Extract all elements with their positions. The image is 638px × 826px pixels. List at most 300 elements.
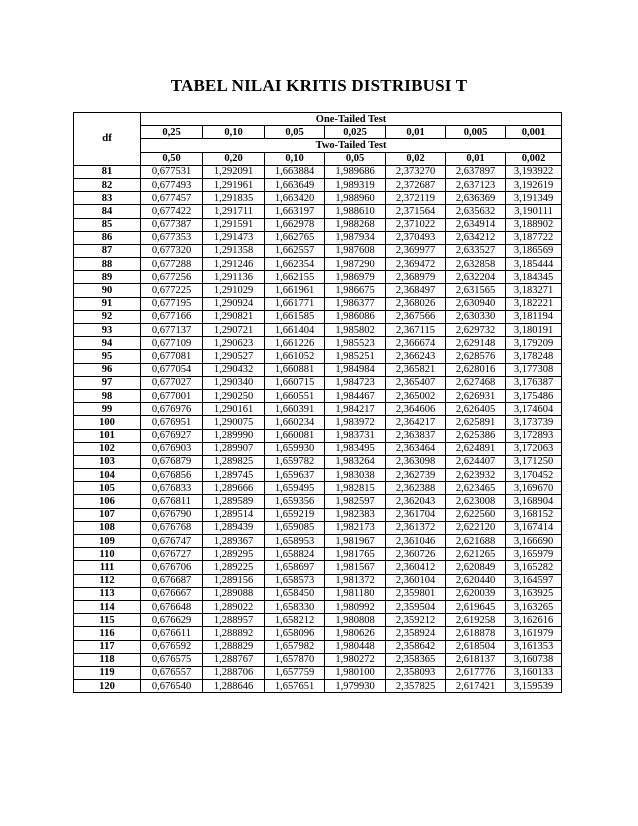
critical-value-cell: 1,289589 <box>203 495 265 508</box>
table-row <box>74 284 562 297</box>
critical-value-cell: 2,631565 <box>446 284 506 297</box>
critical-value-cell: 1,289825 <box>203 455 265 468</box>
critical-value-cell: 0,677195 <box>141 297 203 310</box>
table-row <box>74 680 562 693</box>
table-row <box>74 416 562 429</box>
table-row <box>74 627 562 640</box>
critical-value-cell: 3,163925 <box>506 587 562 600</box>
critical-value-cell: 0,677353 <box>141 231 203 244</box>
table-row <box>74 297 562 310</box>
critical-value-cell: 2,620440 <box>446 574 506 587</box>
critical-value-cell: 2,632858 <box>446 258 506 271</box>
critical-value-cell: 0,677493 <box>141 178 203 191</box>
critical-value-cell: 1,663197 <box>265 205 325 218</box>
critical-value-cell: 1,288767 <box>203 653 265 666</box>
df-cell: 82 <box>74 178 141 191</box>
critical-value-cell: 1,658573 <box>265 574 325 587</box>
critical-value-cell: 0,677387 <box>141 218 203 231</box>
critical-value-cell: 1,661585 <box>265 310 325 323</box>
critical-value-cell: 3,192619 <box>506 178 562 191</box>
critical-value-cell: 1,984217 <box>325 403 386 416</box>
critical-value-cell: 1,291358 <box>203 244 265 257</box>
critical-value-cell: 1,290623 <box>203 337 265 350</box>
critical-value-cell: 3,184345 <box>506 271 562 284</box>
critical-value-cell: 1,986979 <box>325 271 386 284</box>
critical-value-cell: 1,289225 <box>203 561 265 574</box>
critical-value-cell: 1,659356 <box>265 495 325 508</box>
critical-value-cell: 1,661226 <box>265 337 325 350</box>
critical-value-cell: 1,663420 <box>265 192 325 205</box>
critical-value-cell: 1,658450 <box>265 587 325 600</box>
df-cell: 86 <box>74 231 141 244</box>
critical-value-cell: 3,191349 <box>506 192 562 205</box>
critical-value-cell: 2,361704 <box>386 508 446 521</box>
critical-value-cell: 1,659219 <box>265 508 325 521</box>
critical-value-cell: 1,988610 <box>325 205 386 218</box>
df-cell: 96 <box>74 363 141 376</box>
critical-value-cell: 0,677109 <box>141 337 203 350</box>
critical-value-cell: 1,987290 <box>325 258 386 271</box>
two-tailed-level: 0,02 <box>386 152 446 165</box>
critical-value-cell: 2,359504 <box>386 600 446 613</box>
critical-value-cell: 3,167414 <box>506 521 562 534</box>
critical-value-cell: 2,368497 <box>386 284 446 297</box>
critical-value-cell: 3,163265 <box>506 600 562 613</box>
df-cell: 118 <box>74 653 141 666</box>
critical-value-cell: 2,366674 <box>386 337 446 350</box>
critical-value-cell: 2,625891 <box>446 416 506 429</box>
critical-value-cell: 0,677320 <box>141 244 203 257</box>
table-row <box>74 192 562 205</box>
critical-value-cell: 2,362388 <box>386 482 446 495</box>
critical-value-cell: 2,365002 <box>386 389 446 402</box>
df-cell: 111 <box>74 561 141 574</box>
critical-value-cell: 1,659085 <box>265 521 325 534</box>
critical-value-cell: 3,160133 <box>506 666 562 679</box>
critical-value-cell: 1,290340 <box>203 376 265 389</box>
critical-value-cell: 1,984984 <box>325 363 386 376</box>
df-cell: 116 <box>74 627 141 640</box>
one-tailed-level: 0,025 <box>325 126 386 139</box>
critical-value-cell: 1,983038 <box>325 469 386 482</box>
critical-value-cell: 2,630330 <box>446 310 506 323</box>
critical-value-cell: 0,676648 <box>141 600 203 613</box>
critical-value-cell: 2,365407 <box>386 376 446 389</box>
critical-value-cell: 1,980272 <box>325 653 386 666</box>
critical-value-cell: 1,291591 <box>203 218 265 231</box>
critical-value-cell: 1,980808 <box>325 614 386 627</box>
critical-value-cell: 2,359801 <box>386 587 446 600</box>
critical-value-cell: 2,368979 <box>386 271 446 284</box>
table-row <box>74 442 562 455</box>
critical-value-cell: 1,985251 <box>325 350 386 363</box>
critical-value-cell: 3,162616 <box>506 614 562 627</box>
critical-value-cell: 1,987608 <box>325 244 386 257</box>
critical-value-cell: 1,983264 <box>325 455 386 468</box>
critical-value-cell: 0,676747 <box>141 535 203 548</box>
critical-value-cell: 2,365821 <box>386 363 446 376</box>
critical-value-cell: 1,984723 <box>325 376 386 389</box>
df-cell: 97 <box>74 376 141 389</box>
critical-value-cell: 1,658697 <box>265 561 325 574</box>
df-cell: 112 <box>74 574 141 587</box>
critical-value-cell: 2,372687 <box>386 178 446 191</box>
one-tailed-levels-row <box>74 126 562 139</box>
df-cell: 107 <box>74 508 141 521</box>
critical-value-cell: 1,983731 <box>325 429 386 442</box>
critical-value-cell: 1,659495 <box>265 482 325 495</box>
critical-value-cell: 3,168152 <box>506 508 562 521</box>
critical-value-cell: 1,986675 <box>325 284 386 297</box>
critical-value-cell: 0,676903 <box>141 442 203 455</box>
critical-value-cell: 1,289666 <box>203 482 265 495</box>
table-row <box>74 482 562 495</box>
critical-value-cell: 0,676856 <box>141 469 203 482</box>
critical-value-cell: 1,988268 <box>325 218 386 231</box>
critical-value-cell: 0,676611 <box>141 627 203 640</box>
critical-value-cell: 1,981372 <box>325 574 386 587</box>
critical-value-cell: 1,662155 <box>265 271 325 284</box>
df-cell: 109 <box>74 535 141 548</box>
critical-value-cell: 1,662557 <box>265 244 325 257</box>
critical-value-cell: 1,657870 <box>265 653 325 666</box>
table-row <box>74 653 562 666</box>
critical-value-cell: 2,634914 <box>446 218 506 231</box>
critical-value-cell: 3,187722 <box>506 231 562 244</box>
critical-value-cell: 0,676879 <box>141 455 203 468</box>
table-row <box>74 429 562 442</box>
critical-value-cell: 0,676927 <box>141 429 203 442</box>
critical-value-cell: 1,290924 <box>203 297 265 310</box>
table-row <box>74 271 562 284</box>
critical-value-cell: 3,188902 <box>506 218 562 231</box>
critical-value-cell: 1,660234 <box>265 416 325 429</box>
critical-value-cell: 2,372119 <box>386 192 446 205</box>
critical-value-cell: 1,662978 <box>265 218 325 231</box>
critical-value-cell: 0,677457 <box>141 192 203 205</box>
critical-value-cell: 1,982383 <box>325 508 386 521</box>
table-row <box>74 350 562 363</box>
critical-value-cell: 0,676727 <box>141 548 203 561</box>
critical-value-cell: 1,660391 <box>265 403 325 416</box>
df-cell: 88 <box>74 258 141 271</box>
critical-value-cell: 1,661771 <box>265 297 325 310</box>
one-tailed-level: 0,001 <box>506 126 562 139</box>
table-row <box>74 363 562 376</box>
critical-value-cell: 1,980626 <box>325 627 386 640</box>
critical-value-cell: 1,288706 <box>203 666 265 679</box>
critical-value-cell: 2,630940 <box>446 297 506 310</box>
critical-value-cell: 3,172893 <box>506 429 562 442</box>
critical-value-cell: 1,290721 <box>203 324 265 337</box>
critical-value-cell: 2,358924 <box>386 627 446 640</box>
df-cell: 113 <box>74 587 141 600</box>
df-cell: 114 <box>74 600 141 613</box>
critical-value-cell: 1,662354 <box>265 258 325 271</box>
critical-value-cell: 1,982173 <box>325 521 386 534</box>
critical-value-cell: 3,180191 <box>506 324 562 337</box>
df-cell: 91 <box>74 297 141 310</box>
critical-value-cell: 0,676575 <box>141 653 203 666</box>
critical-value-cell: 2,623932 <box>446 469 506 482</box>
df-cell: 120 <box>74 680 141 693</box>
table-row <box>74 495 562 508</box>
critical-value-cell: 3,164597 <box>506 574 562 587</box>
critical-value-cell: 3,172063 <box>506 442 562 455</box>
critical-value-cell: 1,289295 <box>203 548 265 561</box>
critical-value-cell: 2,360726 <box>386 548 446 561</box>
critical-value-cell: 1,660881 <box>265 363 325 376</box>
critical-value-cell: 0,676557 <box>141 666 203 679</box>
df-cell: 92 <box>74 310 141 323</box>
critical-value-cell: 1,292091 <box>203 165 265 178</box>
critical-value-cell: 1,981180 <box>325 587 386 600</box>
critical-value-cell: 2,625386 <box>446 429 506 442</box>
critical-value-cell: 2,362043 <box>386 495 446 508</box>
critical-value-cell: 1,659782 <box>265 455 325 468</box>
critical-value-cell: 2,620039 <box>446 587 506 600</box>
df-header: df <box>74 113 141 166</box>
df-cell: 108 <box>74 521 141 534</box>
critical-value-cell: 1,290075 <box>203 416 265 429</box>
critical-value-cell: 2,623008 <box>446 495 506 508</box>
table-row <box>74 561 562 574</box>
critical-value-cell: 3,182221 <box>506 297 562 310</box>
critical-value-cell: 2,371564 <box>386 205 446 218</box>
critical-value-cell: 3,161979 <box>506 627 562 640</box>
critical-value-cell: 2,632204 <box>446 271 506 284</box>
two-tailed-level: 0,002 <box>506 152 562 165</box>
critical-value-cell: 0,677531 <box>141 165 203 178</box>
critical-value-cell: 3,171250 <box>506 455 562 468</box>
critical-value-cell: 1,661052 <box>265 350 325 363</box>
critical-value-cell: 1,986086 <box>325 310 386 323</box>
df-cell: 81 <box>74 165 141 178</box>
table-row <box>74 587 562 600</box>
t-distribution-table <box>73 112 562 693</box>
critical-value-cell: 1,657982 <box>265 640 325 653</box>
critical-value-cell: 1,658212 <box>265 614 325 627</box>
critical-value-cell: 1,291961 <box>203 178 265 191</box>
critical-value-cell: 1,288892 <box>203 627 265 640</box>
critical-value-cell: 1,986377 <box>325 297 386 310</box>
critical-value-cell: 1,658330 <box>265 600 325 613</box>
df-cell: 101 <box>74 429 141 442</box>
critical-value-cell: 1,982815 <box>325 482 386 495</box>
table-row <box>74 310 562 323</box>
table-row <box>74 376 562 389</box>
critical-value-cell: 2,636369 <box>446 192 506 205</box>
one-tailed-level: 0,05 <box>265 126 325 139</box>
critical-value-cell: 1,660715 <box>265 376 325 389</box>
critical-value-cell: 2,618878 <box>446 627 506 640</box>
critical-value-cell: 2,637123 <box>446 178 506 191</box>
critical-value-cell: 1,290527 <box>203 350 265 363</box>
critical-value-cell: 2,358093 <box>386 666 446 679</box>
critical-value-cell: 1,981765 <box>325 548 386 561</box>
critical-value-cell: 3,175486 <box>506 389 562 402</box>
critical-value-cell: 1,985523 <box>325 337 386 350</box>
critical-value-cell: 1,657759 <box>265 666 325 679</box>
critical-value-cell: 1,291136 <box>203 271 265 284</box>
critical-value-cell: 2,357825 <box>386 680 446 693</box>
critical-value-cell: 1,980100 <box>325 666 386 679</box>
critical-value-cell: 2,633527 <box>446 244 506 257</box>
critical-value-cell: 0,677027 <box>141 376 203 389</box>
table-row <box>74 548 562 561</box>
critical-value-cell: 1,658953 <box>265 535 325 548</box>
table-row <box>74 258 562 271</box>
critical-value-cell: 2,634212 <box>446 231 506 244</box>
critical-value-cell: 1,291835 <box>203 192 265 205</box>
table-row <box>74 231 562 244</box>
critical-value-cell: 2,358642 <box>386 640 446 653</box>
critical-value-cell: 2,363098 <box>386 455 446 468</box>
critical-value-cell: 0,676790 <box>141 508 203 521</box>
critical-value-cell: 3,159539 <box>506 680 562 693</box>
critical-value-cell: 1,987934 <box>325 231 386 244</box>
table-row <box>74 403 562 416</box>
critical-value-cell: 2,371022 <box>386 218 446 231</box>
df-cell: 110 <box>74 548 141 561</box>
table-row <box>74 521 562 534</box>
critical-value-cell: 1,659930 <box>265 442 325 455</box>
critical-value-cell: 1,663649 <box>265 178 325 191</box>
critical-value-cell: 2,623465 <box>446 482 506 495</box>
critical-value-cell: 1,289156 <box>203 574 265 587</box>
critical-value-cell: 0,677256 <box>141 271 203 284</box>
table-row <box>74 165 562 178</box>
table-header <box>74 113 562 166</box>
critical-value-cell: 0,676706 <box>141 561 203 574</box>
critical-value-cell: 0,677137 <box>141 324 203 337</box>
critical-value-cell: 1,661404 <box>265 324 325 337</box>
critical-value-cell: 3,177308 <box>506 363 562 376</box>
table-row <box>74 600 562 613</box>
critical-value-cell: 2,360104 <box>386 574 446 587</box>
critical-value-cell: 1,657651 <box>265 680 325 693</box>
table-row <box>74 574 562 587</box>
critical-value-cell: 2,624407 <box>446 455 506 468</box>
critical-value-cell: 0,677081 <box>141 350 203 363</box>
critical-value-cell: 1,985802 <box>325 324 386 337</box>
critical-value-cell: 2,621265 <box>446 548 506 561</box>
critical-value-cell: 2,618137 <box>446 653 506 666</box>
critical-value-cell: 1,289907 <box>203 442 265 455</box>
table-row <box>74 218 562 231</box>
df-cell: 117 <box>74 640 141 653</box>
critical-value-cell: 2,366243 <box>386 350 446 363</box>
critical-value-cell: 1,980992 <box>325 600 386 613</box>
critical-value-cell: 1,983495 <box>325 442 386 455</box>
critical-value-cell: 1,289990 <box>203 429 265 442</box>
critical-value-cell: 1,290432 <box>203 363 265 376</box>
table-body <box>74 165 562 693</box>
table-row <box>74 337 562 350</box>
critical-value-cell: 1,982597 <box>325 495 386 508</box>
two-tailed-level: 0,05 <box>325 152 386 165</box>
critical-value-cell: 0,677166 <box>141 310 203 323</box>
critical-value-cell: 3,168904 <box>506 495 562 508</box>
critical-value-cell: 2,358365 <box>386 653 446 666</box>
critical-value-cell: 3,186569 <box>506 244 562 257</box>
critical-value-cell: 0,676768 <box>141 521 203 534</box>
two-tailed-level: 0,20 <box>203 152 265 165</box>
table-row <box>74 455 562 468</box>
critical-value-cell: 0,676592 <box>141 640 203 653</box>
critical-value-cell: 0,676976 <box>141 403 203 416</box>
critical-value-cell: 0,676833 <box>141 482 203 495</box>
critical-value-cell: 2,359212 <box>386 614 446 627</box>
table-row <box>74 469 562 482</box>
df-cell: 89 <box>74 271 141 284</box>
critical-value-cell: 2,629148 <box>446 337 506 350</box>
critical-value-cell: 2,361046 <box>386 535 446 548</box>
critical-value-cell: 1,289745 <box>203 469 265 482</box>
critical-value-cell: 2,618504 <box>446 640 506 653</box>
critical-value-cell: 1,989319 <box>325 178 386 191</box>
df-cell: 106 <box>74 495 141 508</box>
critical-value-cell: 0,677001 <box>141 389 203 402</box>
critical-value-cell: 3,161353 <box>506 640 562 653</box>
critical-value-cell: 0,677422 <box>141 205 203 218</box>
one-tailed-level: 0,25 <box>141 126 203 139</box>
critical-value-cell: 1,663884 <box>265 165 325 178</box>
critical-value-cell: 2,619258 <box>446 614 506 627</box>
critical-value-cell: 2,628016 <box>446 363 506 376</box>
critical-value-cell: 1,980448 <box>325 640 386 653</box>
one-tailed-level: 0,01 <box>386 126 446 139</box>
critical-value-cell: 2,369472 <box>386 258 446 271</box>
critical-value-cell: 1,989686 <box>325 165 386 178</box>
critical-value-cell: 2,364217 <box>386 416 446 429</box>
critical-value-cell: 3,165979 <box>506 548 562 561</box>
critical-value-cell: 3,179209 <box>506 337 562 350</box>
df-cell: 104 <box>74 469 141 482</box>
critical-value-cell: 1,289514 <box>203 508 265 521</box>
table-row <box>74 508 562 521</box>
critical-value-cell: 0,676629 <box>141 614 203 627</box>
critical-value-cell: 0,676540 <box>141 680 203 693</box>
df-cell: 99 <box>74 403 141 416</box>
critical-value-cell: 1,988960 <box>325 192 386 205</box>
df-cell: 95 <box>74 350 141 363</box>
critical-value-cell: 2,624891 <box>446 442 506 455</box>
critical-value-cell: 2,635632 <box>446 205 506 218</box>
critical-value-cell: 1,979930 <box>325 680 386 693</box>
critical-value-cell: 3,185444 <box>506 258 562 271</box>
critical-value-cell: 2,626405 <box>446 403 506 416</box>
table-row <box>74 178 562 191</box>
critical-value-cell: 1,981967 <box>325 535 386 548</box>
critical-value-cell: 2,363464 <box>386 442 446 455</box>
critical-value-cell: 3,169670 <box>506 482 562 495</box>
df-cell: 87 <box>74 244 141 257</box>
two-tailed-level: 0,50 <box>141 152 203 165</box>
df-cell: 94 <box>74 337 141 350</box>
critical-value-cell: 3,183271 <box>506 284 562 297</box>
df-cell: 119 <box>74 666 141 679</box>
critical-value-cell: 1,291711 <box>203 205 265 218</box>
one-tailed-level: 0,10 <box>203 126 265 139</box>
df-cell: 105 <box>74 482 141 495</box>
two-tailed-level: 0,10 <box>265 152 325 165</box>
df-cell: 84 <box>74 205 141 218</box>
critical-value-cell: 2,361372 <box>386 521 446 534</box>
critical-value-cell: 2,626931 <box>446 389 506 402</box>
critical-value-cell: 3,166690 <box>506 535 562 548</box>
df-cell: 83 <box>74 192 141 205</box>
